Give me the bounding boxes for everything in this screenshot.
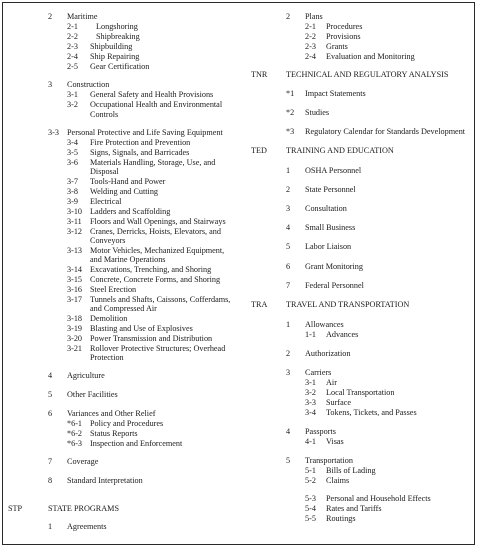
- index-label: Procedures: [326, 22, 363, 31]
- index-label: Maritime: [67, 12, 98, 21]
- index-number: 5-2: [305, 476, 316, 485]
- index-number: 3-10: [67, 207, 83, 216]
- index-number: 3-13: [67, 246, 83, 255]
- index-label: Bills of Lading: [326, 466, 376, 475]
- index-label: Shipbuilding: [90, 42, 133, 51]
- index-number: 7: [286, 281, 291, 290]
- index-label: Power Transmission and Distribution: [90, 334, 213, 343]
- index-label: Conveyors: [90, 236, 126, 245]
- index-number: 3: [286, 204, 291, 213]
- index-label: Provisions: [326, 32, 361, 41]
- index-label: Longshoring: [96, 22, 138, 31]
- index-number: 8: [48, 476, 53, 485]
- index-number: 5-3: [305, 494, 316, 503]
- index-label: Grants: [326, 42, 348, 51]
- index-label: Air: [326, 378, 337, 387]
- index-label: State Personnel: [305, 185, 356, 194]
- index-label: Surface: [326, 398, 352, 407]
- index-label: Agreements: [67, 522, 107, 531]
- index-label: Coverage: [67, 457, 99, 466]
- index-label: Status Reports: [90, 429, 138, 438]
- index-label: and Marine Operations: [90, 255, 166, 264]
- index-label: General Safety and Health Provisions: [90, 90, 214, 99]
- index-number: 3-2: [67, 100, 78, 109]
- index-number: 3-9: [67, 197, 78, 206]
- index-label: Agriculture: [67, 371, 105, 380]
- index-label: Personal and Household Effects: [326, 494, 431, 503]
- index-label: Policy and Procedures: [90, 419, 164, 428]
- index-label: Other Facilities: [67, 390, 118, 399]
- index-label: Visas: [326, 437, 344, 446]
- index-label: Ladders and Scaffolding: [90, 207, 171, 216]
- index-number: 4: [286, 223, 291, 232]
- index-number: 1: [286, 166, 291, 175]
- index-number: 7: [48, 457, 53, 466]
- index-number: 1: [48, 522, 53, 531]
- index-number: 3-8: [67, 187, 78, 196]
- index-number: 3-2: [305, 388, 316, 397]
- index-label: Tools-Hand and Power: [90, 177, 166, 186]
- index-label: Materials Handling, Storage, Use, and: [90, 158, 216, 167]
- index-label: Shipbreaking: [96, 32, 140, 41]
- index-label: OSHA Personnel: [305, 166, 362, 175]
- index-label: Ship Repairing: [90, 52, 140, 61]
- index-label: Small Business: [305, 223, 356, 232]
- index-number: 2: [48, 12, 53, 21]
- index-number: 1: [286, 320, 291, 329]
- index-label: Variances and Other Relief: [67, 409, 156, 418]
- index-label: Construction: [67, 80, 110, 89]
- index-label: Protection: [90, 353, 124, 362]
- index-number: 2-3: [67, 42, 78, 51]
- index-label: Tokens, Tickets, and Passes: [326, 408, 417, 417]
- index-label: Federal Personnel: [305, 281, 364, 290]
- index-number: 3-15: [67, 275, 83, 284]
- index-number: 2-5: [67, 62, 78, 71]
- index-label: Studies: [305, 108, 330, 117]
- index-number: 4: [48, 371, 53, 380]
- index-number: *6-2: [67, 429, 83, 438]
- index-number: 2-2: [305, 32, 316, 41]
- index-label: Floors and Wall Openings, and Stairways: [90, 217, 226, 226]
- index-number: 3-16: [67, 285, 83, 294]
- section-heading: TECHNICAL AND REGULATORY ANALYSIS: [286, 70, 449, 79]
- index-label: Passports: [305, 427, 336, 436]
- index-number: 3-20: [67, 334, 83, 343]
- index-label: Disposal: [90, 167, 119, 176]
- index-label: Grant Monitoring: [305, 262, 363, 271]
- index-label: Evaluation and Monitoring: [326, 52, 415, 61]
- index-number: 1-1: [305, 330, 316, 339]
- index-number: 2: [286, 12, 291, 21]
- index-number: 5-4: [305, 504, 316, 513]
- section-code: TRA: [251, 300, 268, 309]
- index-label: Controls: [90, 110, 119, 119]
- index-number: 6: [48, 409, 53, 418]
- index-number: 3-4: [67, 138, 78, 147]
- index-label: Advances: [326, 330, 359, 339]
- section-heading: TRAVEL AND TRANSPORTATION: [286, 300, 410, 309]
- index-label: Rollover Protective Structures; Overhead: [90, 344, 226, 353]
- index-label: Authorization: [305, 349, 351, 358]
- index-label: Rates and Tariffs: [326, 504, 382, 513]
- index-label: Fire Protection and Prevention: [90, 138, 191, 147]
- section-code: TED: [251, 146, 267, 155]
- index-number: 2-2: [67, 32, 78, 41]
- index-number: 3-5: [67, 148, 78, 157]
- index-number: 3-11: [67, 217, 82, 226]
- index-number: 3: [286, 368, 291, 377]
- index-number: 3-12: [67, 227, 83, 236]
- index-number: 3-1: [67, 90, 78, 99]
- index-label: Consultation: [305, 204, 347, 213]
- index-label: Gear Certification: [90, 62, 150, 71]
- index-number: 3-1: [305, 378, 316, 387]
- index-number: 5-1: [305, 466, 316, 475]
- index-label: Occupational Health and Environmental: [90, 100, 223, 109]
- index-label: Steel Erection: [90, 285, 137, 294]
- index-label: Claims: [326, 476, 350, 485]
- index-number: 2: [286, 349, 291, 358]
- index-label: Tunnels and Shafts, Caissons, Cofferdams,: [90, 295, 231, 304]
- index-number: 3-19: [67, 324, 83, 333]
- index-number: 3-3: [48, 128, 59, 137]
- index-label: Signs, Signals, and Barricades: [90, 148, 190, 157]
- index-number: 3-7: [67, 177, 78, 186]
- index-label: Excavations, Trenching, and Shoring: [90, 265, 212, 274]
- index-number: 3-14: [67, 265, 83, 274]
- index-label: Concrete, Concrete Forms, and Shoring: [90, 275, 221, 284]
- index-label: Impact Statements: [305, 89, 366, 98]
- index-number: *1: [286, 89, 295, 98]
- index-number: *2: [286, 108, 295, 117]
- index-number: 3-4: [305, 408, 316, 417]
- index-number: 5-5: [305, 514, 316, 523]
- index-number: *3: [286, 127, 295, 136]
- index-number: 6: [286, 262, 291, 271]
- index-label: Transportation: [305, 456, 353, 465]
- section-heading: TRAINING AND EDUCATION: [286, 146, 394, 155]
- index-label: Carriers: [305, 368, 332, 377]
- index-label: Labor Liaison: [305, 242, 352, 251]
- index-label: and Compressed Air: [90, 304, 157, 313]
- section-heading: STATE PROGRAMS: [48, 504, 119, 513]
- index-label: Demolition: [90, 314, 128, 323]
- index-number: 5: [48, 390, 53, 399]
- index-number: 2-1: [67, 22, 78, 31]
- index-number: 2: [286, 185, 291, 194]
- index-label: Personal Protective and Life Saving Equipment: [67, 128, 223, 137]
- section-code: TNR: [251, 70, 268, 79]
- index-label: Routings: [326, 514, 356, 523]
- index-label: Inspection and Enforcement: [90, 439, 183, 448]
- index-label: Plans: [305, 12, 323, 21]
- index-label: Regulatory Calendar for Standards Development: [305, 127, 466, 136]
- index-number: 2-1: [305, 22, 316, 31]
- index-label: Welding and Cutting: [90, 187, 159, 196]
- index-number: 4: [286, 427, 291, 436]
- index-number: 3-21: [67, 344, 83, 353]
- index-number: 3-3: [305, 398, 316, 407]
- index-number: 4-1: [305, 437, 316, 446]
- index-number: 5: [286, 242, 291, 251]
- index-number: 2-3: [305, 42, 316, 51]
- index-label: Electrical: [90, 197, 122, 206]
- index-number: 2-4: [305, 52, 316, 61]
- index-number: *6-1: [67, 419, 83, 428]
- index-label: Cranes, Derricks, Hoists, Elevators, and: [90, 227, 221, 236]
- index-number: 2-4: [67, 52, 78, 61]
- index-number: *6-3: [67, 439, 83, 448]
- index-label: Motor Vehicles, Mechanized Equipment,: [90, 246, 225, 255]
- index-label: Local Transportation: [326, 388, 395, 397]
- index-number: 3-6: [67, 158, 78, 167]
- index-number: 5: [286, 456, 291, 465]
- section-code: STP: [8, 504, 23, 513]
- index-label: Allowances: [305, 320, 344, 329]
- index-label: Blasting and Use of Explosives: [90, 324, 193, 333]
- index-number: 3-17: [67, 295, 83, 304]
- index-label: Standard Interpretation: [67, 476, 143, 485]
- index-number: 3: [48, 80, 53, 89]
- index-number: 3-18: [67, 314, 83, 323]
